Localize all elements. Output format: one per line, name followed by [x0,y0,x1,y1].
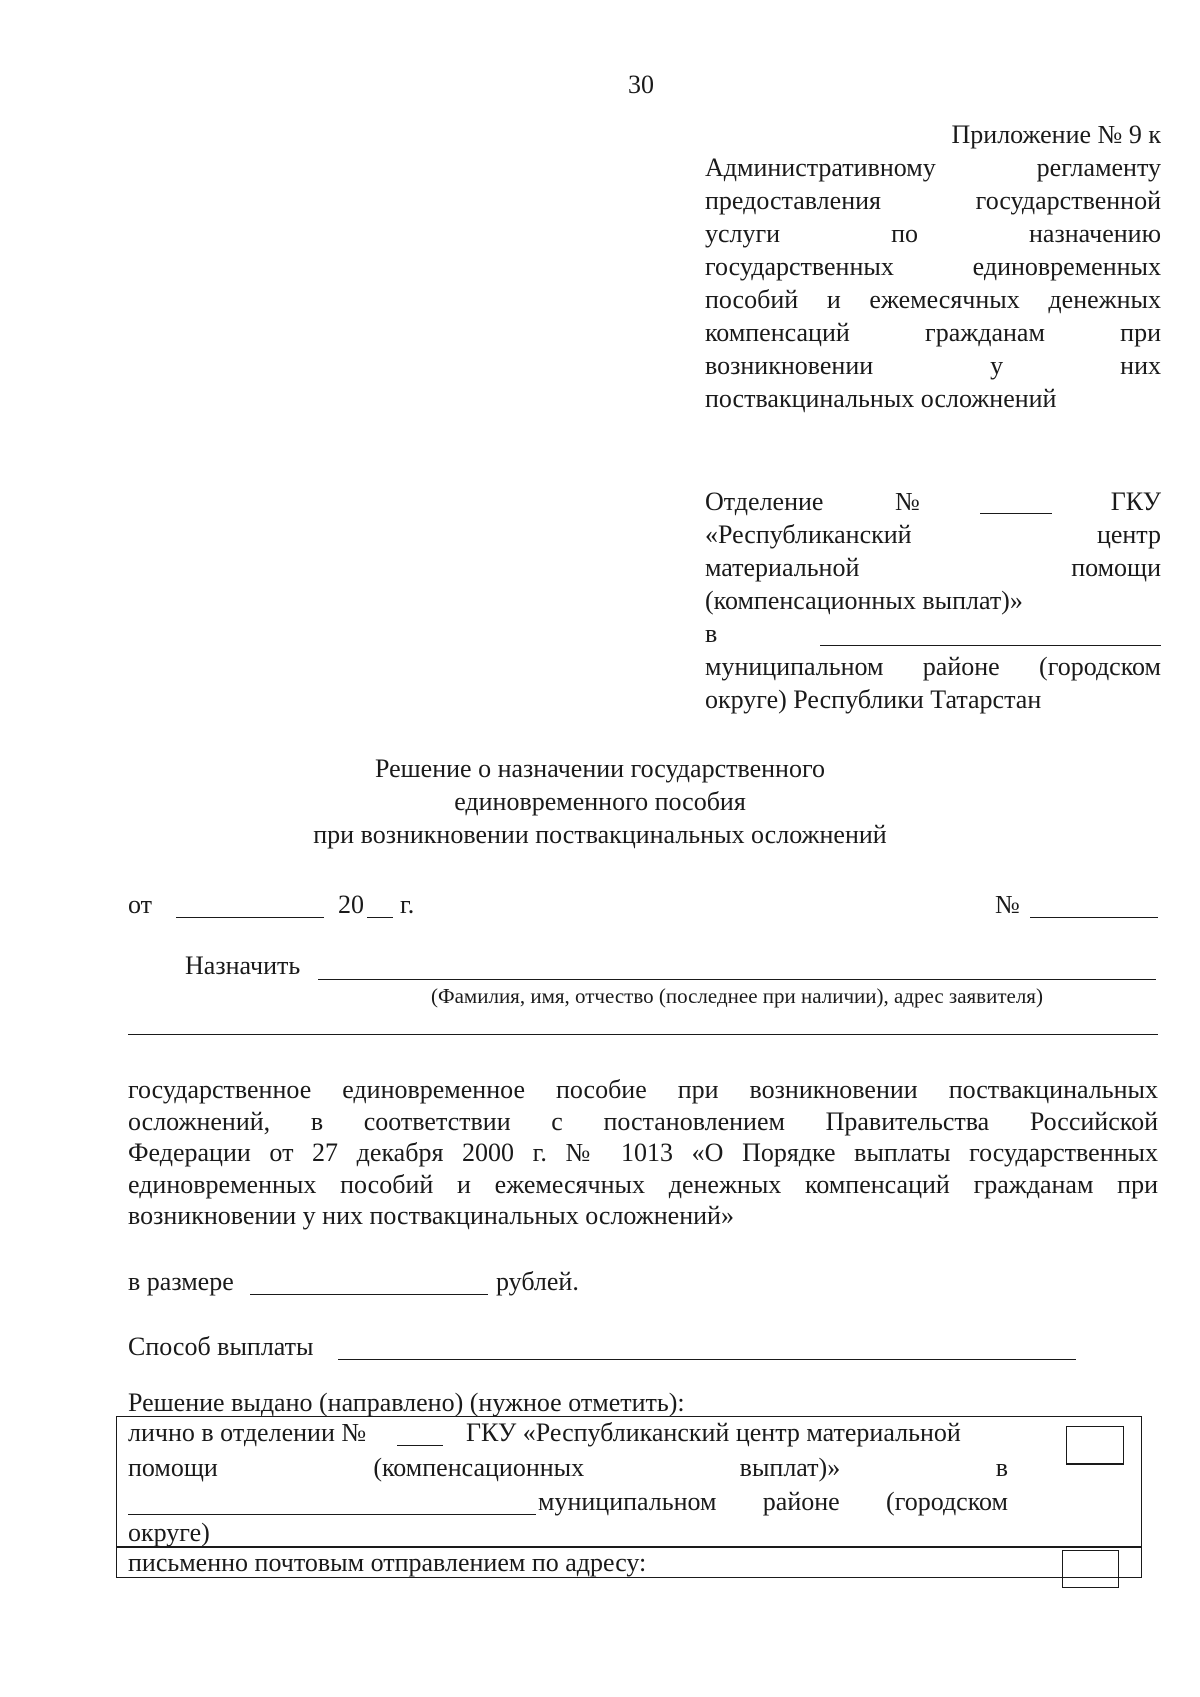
appendix-line: Административному регламенту [705,153,1161,182]
date-field[interactable] [176,917,324,918]
appendix-line: услуги по назначению [705,219,1161,248]
title-line: единовременного пособия [454,787,746,816]
addressee-material: материальной [705,553,860,582]
decision-number-field[interactable] [1030,917,1158,918]
applicant-field-2[interactable] [128,1034,1158,1035]
personal-line4: округе) [128,1518,210,1547]
document-title [0,752,1200,851]
body-paragraph: государственное единовременное пособие при возникновении поствакцинальных осложнений, в соответствии с постановлением Правительства Российской Федерации от 27 декабря 2000 г. № 1013 «О Порядке выплаты государственных единовременных пособий и ежемесячных денежных компенсаций гражданам при возникновении у них поствакцинальных осложнений» [128,1075,1158,1230]
amount-prefix: в размере [128,1267,234,1296]
addressee-block [705,485,1161,725]
amount-field[interactable] [250,1294,488,1295]
title-line: при возникновении поствакцинальных осложнений [313,820,887,849]
addressee-number-sign: № [895,487,920,516]
dept-number-field[interactable] [980,513,1052,514]
addressee-in: в [705,619,718,648]
addressee-gku: ГКУ [1110,487,1161,516]
appendix-line: предоставления государственной [705,186,1161,215]
year-prefix: 20 [338,890,364,919]
title-line: Решение о назначении государственного [375,754,825,783]
personal-line3: муниципальном районе (городском [538,1487,1008,1516]
applicant-caption: (Фамилия, имя, отчество (последнее при наличии), адрес заявителя) [431,984,1043,1008]
addressee-compensation: (компенсационных выплат)» [705,586,1023,615]
year-suffix: г. [400,890,415,919]
addressee-district: муниципальном районе (городском [705,652,1161,681]
issued-header: Решение выдано (направлено) (нужное отметить): [128,1388,685,1417]
date-from-label: от [128,890,153,919]
mail-line: письменно почтовым отправлением по адресу: [128,1548,647,1577]
personal-checkbox[interactable] [1066,1426,1124,1465]
appendix-line: возникновении у них [705,351,1161,380]
appendix-line: компенсаций гражданам при [705,318,1161,347]
personal-line2: помощи (компенсационных выплат)» в [128,1453,1008,1482]
page-number: 30 [628,70,654,99]
applicant-field[interactable] [318,979,1156,980]
addressee-okrug: округе) Республики Татарстан [705,685,1042,714]
amount-suffix: рублей. [496,1267,579,1296]
addressee-dept-label: Отделение [705,487,824,516]
number-sign: № [995,890,1020,919]
district-field[interactable] [820,645,1161,646]
personal-dept-number-field[interactable] [397,1445,443,1446]
addressee-help: помощи [1071,553,1161,582]
appendix-block [705,118,1161,415]
assign-label: Назначить [185,951,301,980]
personal-line1-a: лично в отделении № [128,1418,367,1447]
personal-line1-b: ГКУ «Республиканский центр материальной [466,1418,961,1447]
appendix-line: государственных единовременных [705,252,1161,281]
appendix-line: Приложение № 9 к [951,120,1161,149]
appendix-line: поствакцинальных осложнений [705,384,1057,413]
addressee-center: центр [1096,520,1161,549]
addressee-republican: «Республиканский [705,520,912,549]
payment-method-field[interactable] [338,1359,1076,1360]
mail-checkbox[interactable] [1062,1550,1119,1588]
year-field[interactable] [367,917,393,918]
personal-district-field[interactable] [128,1514,536,1515]
payment-label: Способ выплаты [128,1332,314,1361]
appendix-line: пособий и ежемесячных денежных [705,285,1161,314]
